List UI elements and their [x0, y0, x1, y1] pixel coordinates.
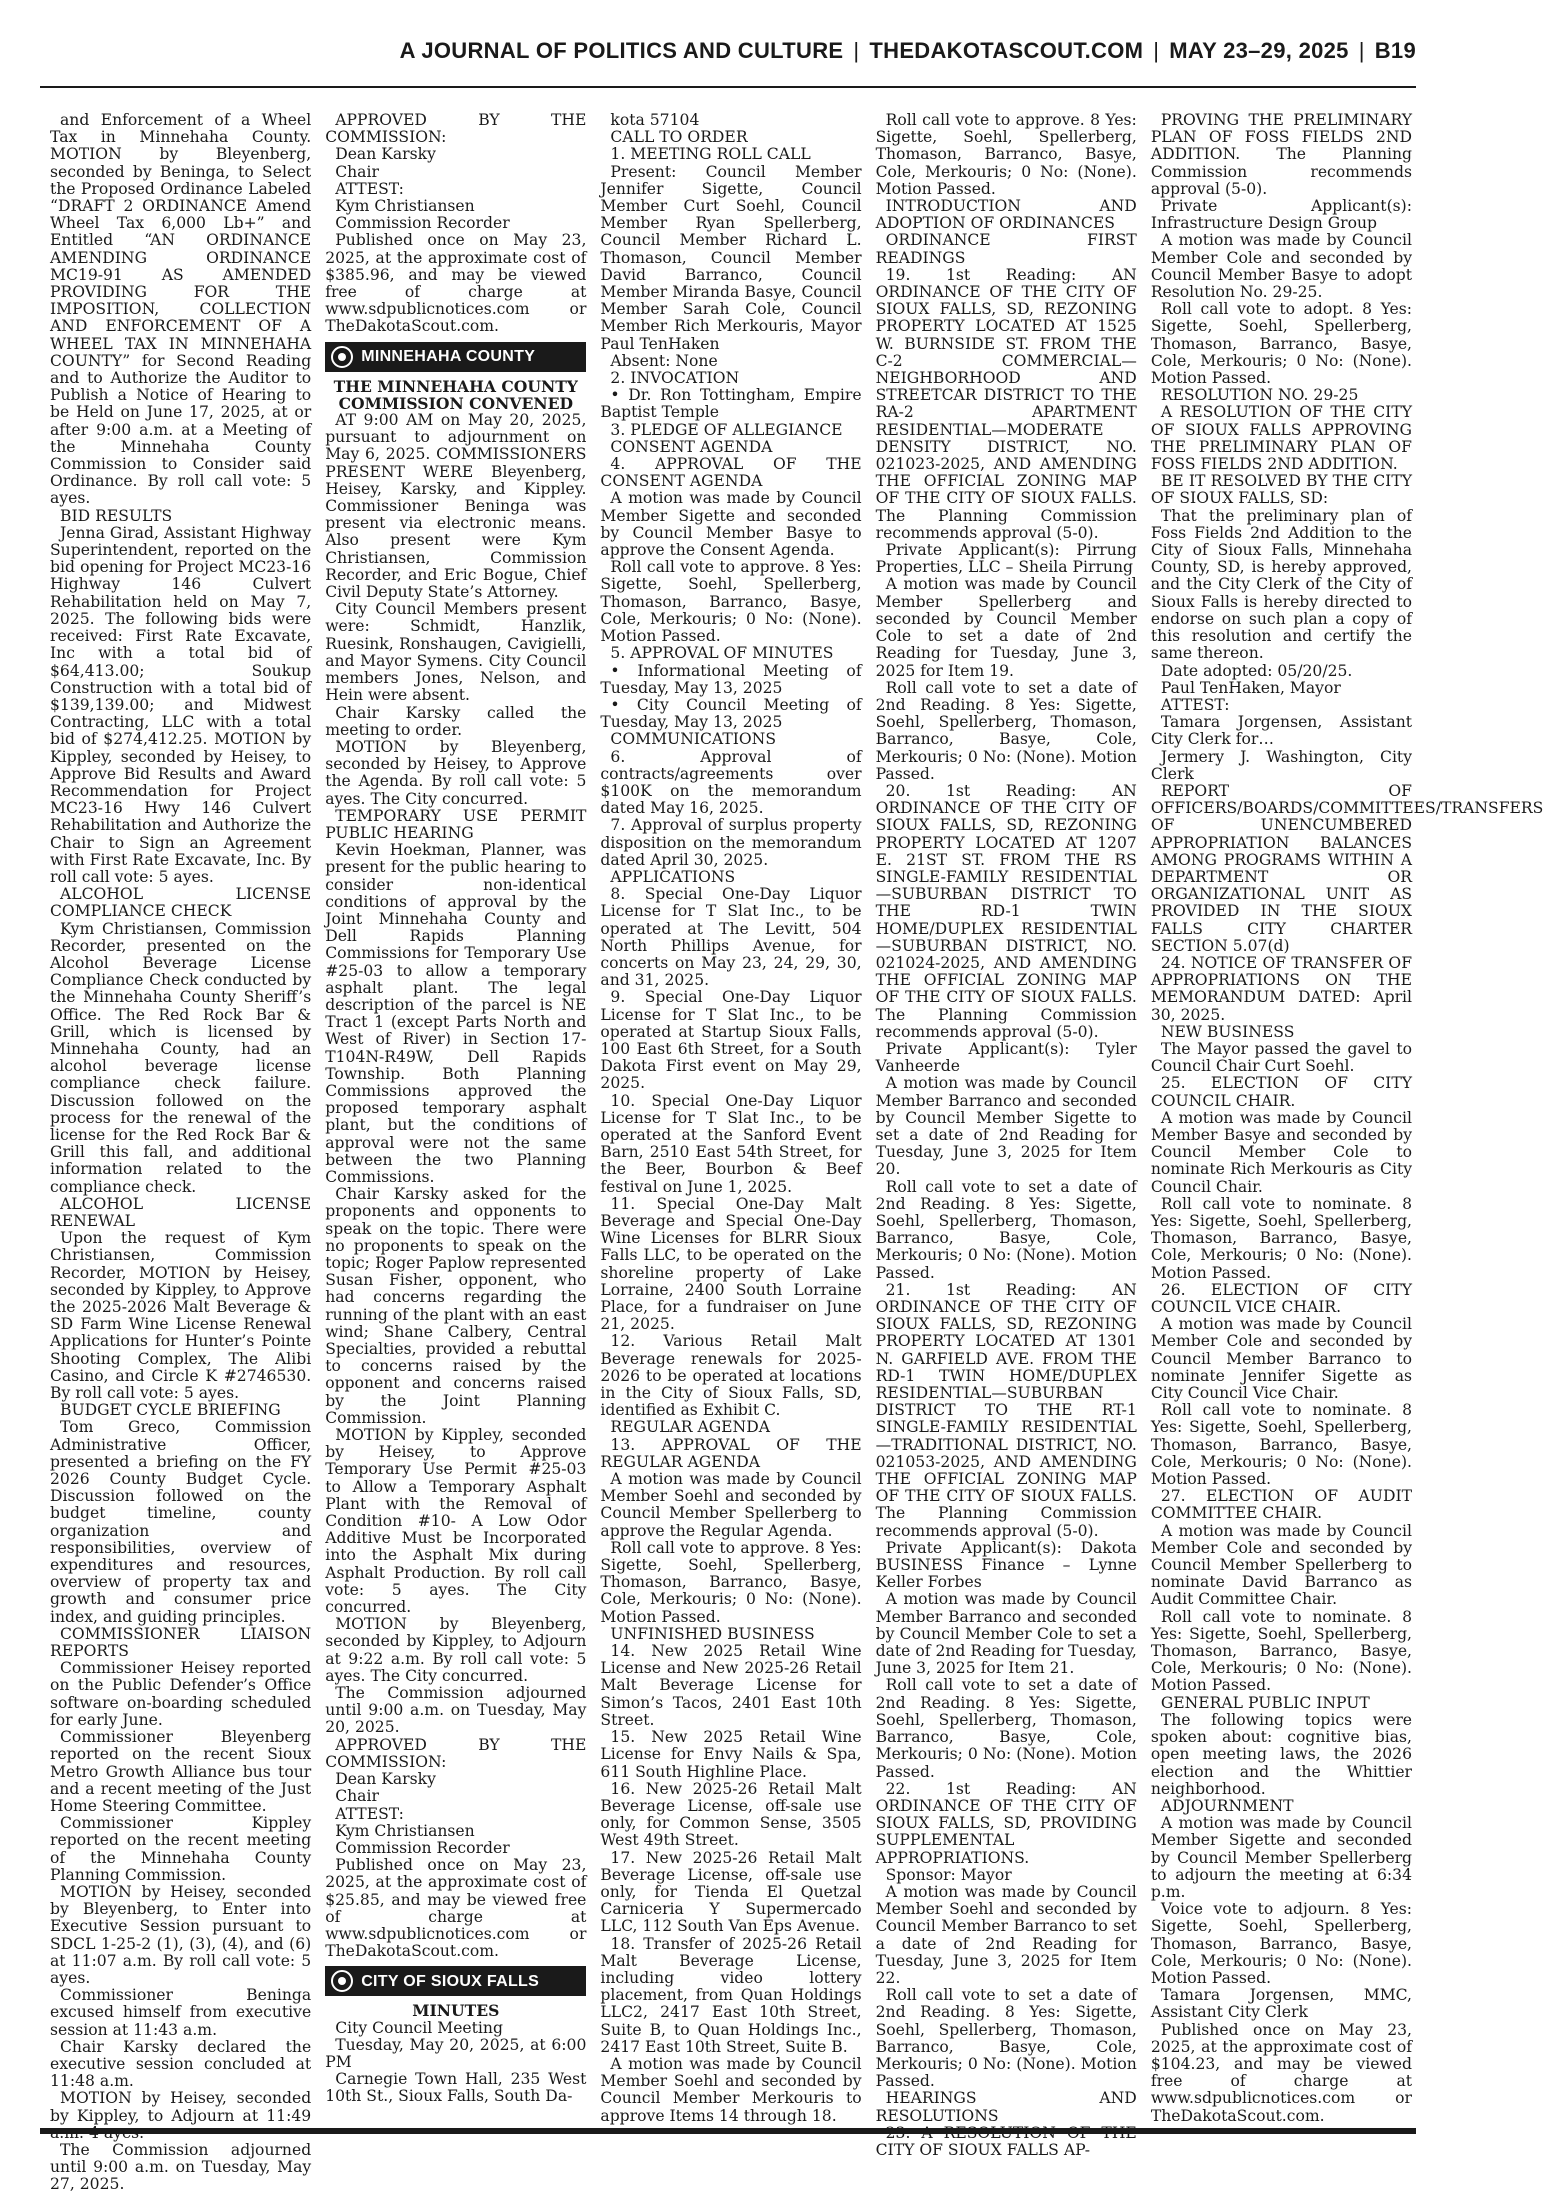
notice-paragraph: The Commission adjourned until 9:00 a.m. on Tuesday, May 27, 2025.: [50, 2140, 312, 2194]
page-header: [40, 38, 1416, 78]
notice-paragraph: Published once on May 23, 2025, at the approximate cost of $385.96, and may be viewed free of charge at www.sdpublicnotices.com or TheDakotaScout.com.: [325, 231, 587, 336]
notice-paragraph: Commissioner Beninga excused himself from executive session at 11:43 a.m.: [50, 1986, 312, 2039]
notice-paragraph: 26. ELECTION OF CITY COUNCIL VICE CHAIR.: [1150, 1280, 1413, 1317]
notice-paragraph: Chair: [335, 162, 379, 181]
notice-paragraph: MOTION by Heisey, seconded by Kippley, to Adjourn at 11:49 a.m. 4 ayes.: [50, 2089, 312, 2142]
notice-paragraph: A motion was made by Council Member Basye and seconded by Council Member Cole to nominate Rich Merkouris as City Council Chair.: [1150, 1108, 1413, 1196]
notice-paragraph: Private Applicant(s): Pirrung Properties, LLC – Sheila Pirrung: [875, 541, 1137, 577]
notice-paragraph: INTRODUCTION AND ADOPTION OF ORDINANCES: [875, 197, 1137, 233]
notice-paragraph: 15. New 2025 Retail Wine License for Envy Nails & Spa, 611 South Highline Place.: [600, 1728, 862, 1781]
notice-paragraph: Commissioner Bleyenberg reported on the recent Sioux Metro Growth Alliance bus tour and a recent meeting of the Just Home Steering Committee.: [50, 1728, 312, 1815]
notice-paragraph: Roll call vote to approve. 8 Yes: Sigette, Soehl, Spellerberg, Thomason, Barranco, Basye, Cole, Merkouris; 0 No: (None). Motion Passed.: [600, 1538, 862, 1626]
column-5: [1150, 111, 1543, 2125]
notice-paragraph: 9. Special One-Day Liquor License for T Slat Inc., to be operated at Startup Sioux Falls, 100 East 6th Street, for a South Dakota First event on May 29, 2025.: [600, 988, 862, 1093]
notice-paragraph: Private Applicant(s): Infrastructure Design Group: [1150, 197, 1413, 233]
notice-paragraph: ATTEST:: [335, 1804, 404, 1823]
notice-paragraph: RESOLUTION NO. 29-25: [1160, 386, 1359, 405]
notice-paragraph: Roll call vote to approve. 8 Yes: Sigette, Soehl, Spellerberg, Thomason, Barranco, Basye, Cole, Merkouris; 0 No: (None). Motion Passed.: [600, 558, 862, 646]
notice-paragraph: ADJOURNMENT: [1160, 1796, 1294, 1815]
notice-paragraph: 19. 1st Reading: AN ORDINANCE OF THE CITY OF SIOUX FALLS, SD, REZONING PROPERTY LOCATED AT 1525 W. BURNSIDE ST. FROM THE C-2 COMMERCIAL—NEIGHBORHOOD AND STREETCAR DISTRICT TO THE RA-2 APARTMENT RESIDENTIAL—MODERATE DENSITY DISTRICT, NO. 021023-2025, AND AMENDING THE OFFICIAL ZONING MAP OF THE CITY OF SIOUX FALLS. The Planning Commission recommends approval (5-0).: [875, 265, 1137, 542]
notice-paragraph: A motion was made by Council Member Sigette and seconded by Council Member Basye to approve the Consent Agenda.: [600, 489, 862, 560]
notice-paragraph: GENERAL PUBLIC INPUT: [1160, 1693, 1370, 1712]
notice-paragraph: Kevin Hoekman, Planner, was present for the public hearing to consider non-identical conditions of approval by the Joint Minnehaha County and Dell Rapids Planning Commissions for Temporary Use #25-03 to allow a temporary asphalt plant. The legal description of the parcel is NE Tract 1 (except Parts North and West of River) in Section 17-T104N-R49W, Dell Rapids Township. Both Planning Commissions approved the proposed temporary asphalt plant, but the conditions of approval were not the same between the two Planning Commissions.: [325, 841, 587, 1186]
notice-paragraph: A motion was made by Council Member Barranco and seconded by Council Member Cole to set a date of 2nd Reading for Tuesday, June 3, 2025 for Item 21.: [875, 1590, 1137, 1678]
notice-paragraph: 27. ELECTION OF AUDIT COMMITTEE CHAIR.: [1150, 1487, 1413, 1523]
notice-paragraph: 1. MEETING ROLL CALL: [610, 145, 811, 164]
notice-paragraph: Tom Greco, Commission Administrative Officer, presented a briefing on the FY 2026 County Budget Cycle. Discussion followed on the budget timeline, county organization and responsibilities, overview of expenditures and resources, overview of property tax and growth and consumer price index, and guiding principles.: [50, 1418, 312, 1626]
notice-paragraph: Dean Karsky: [335, 145, 436, 164]
notice-paragraph: kota 57104: [610, 111, 700, 129]
notice-paragraph: HEARINGS AND RESOLUTIONS: [875, 2089, 1137, 2125]
issue-date: MAY 23–29, 2025: [1169, 38, 1349, 63]
city-seal-icon: [331, 1970, 353, 1992]
notice-paragraph: Published once on May 23, 2025, at the approximate cost of $104.23, and may be viewed free of charge at www.sdpublicnotices.com or TheDakotaScout.com.: [1150, 2020, 1413, 2125]
notice-paragraph: Chair Karsky called the meeting to order.: [325, 703, 587, 739]
notice-paragraph: COMMISSIONER LIAISON REPORTS: [50, 1624, 312, 1661]
notice-paragraph: A motion was made by Council Member Barranco and seconded by Council Member Sigette to set a date of 2nd Reading for Tuesday, June 3, 2025 for Item 20.: [875, 1074, 1137, 1179]
notice-paragraph: Paul TenHaken, Mayor: [1160, 678, 1341, 697]
notice-paragraph: Jenna Girad, Assistant Highway Superintendent, reported on the bid opening for Project MC23-16 Highway 146 Culvert Rehabilitation held on May 7, 2025. The following bids were received: First Rate Excavate, Inc with a total bid of $64,413.00; Soukup Construction with a total bid of $139,139.00; and Midwest Contracting, LLC with a total bid of $274,412.25. MOTION by Kippley, seconded by Heisey, to Approve Bid Results and Award Recommendation for Project MC23-16 Hwy 146 Culvert Rehabilitation and Authorize the Chair to Sign an Agreement with First Rate Excavate, Inc. By roll call vote: 5 ayes.: [50, 523, 312, 886]
column-3: [600, 111, 862, 2125]
notice-paragraph: A motion was made by Council Member Spellerberg and seconded by Council Member Cole to set a date of 2nd Reading for Tuesday, June 3, 2025 for Item 19.: [875, 575, 1137, 680]
notice-paragraph: 24. NOTICE OF TRANSFER OF APPROPRIATIONS ON THE MEMORANDUM DATED: April 30, 2025.: [1150, 953, 1413, 1024]
notice-paragraph: The Commission adjourned until 9:00 a.m. on Tuesday, May 20, 2025.: [325, 1684, 587, 1737]
notice-paragraph: MOTION by Heisey, seconded by Bleyenberg, to Enter into Executive Session pursuant to SDCL 1-25-2 (1), (3), (4), and (6) at 11:07 a.m. By roll call vote: 5 ayes.: [50, 1882, 312, 1987]
notice-paragraph: AT 9:00 AM on May 20, 2025, pursuant to adjournment on May 6, 2025. COMMISSIONERS PRESENT WERE Bleyenberg, Heisey, Karsky, and Kippley. Commissioner Beninga was present via electronic means. Also present were Kym Christiansen, Commission Recorder, and Eric Bogue, Chief Civil Deputy State’s Attorney.: [325, 411, 587, 602]
notice-paragraph: • Informational Meeting of Tuesday, May 13, 2025: [600, 661, 862, 697]
notice-paragraph: Commissioner Heisey reported on the Public Defender’s Office software on-boarding scheduled for early June.: [50, 1659, 312, 1729]
notice-paragraph: A motion was made by Council Member Cole and seconded by Council Member Basye to adopt Resolution No. 29-25.: [1150, 231, 1413, 302]
notice-paragraph: Upon the request of Kym Christiansen, Commission Recorder, MOTION by Heisey, seconded by Kippley, to Approve the 2025-2026 Malt Beverage & SD Farm Wine License Renewal Applications for Hunter’s Pointe Shooting Complex, The Alibi Casino, and Circle K #2746530. By roll call vote: 5 ayes.: [50, 1229, 312, 1403]
notice-paragraph: Commission Recorder: [335, 214, 510, 233]
notice-paragraph: 11. Special One-Day Malt Beverage and Special One-Day Wine Licenses for BLRR Sioux Falls LLC, to be operated on the shoreline property of Lake Lorraine, 2400 South Lorraine Place, for a fundraiser on June 21, 2025.: [600, 1194, 862, 1334]
notice-paragraph: City Council Members present were: Schmidt, Hanzlik, Ruesink, Ronshaugen, Cavigielli, and Mayor Symens. City Council members Jones, Nelson, and Hein were absent.: [325, 600, 587, 705]
notice-paragraph: BUDGET CYCLE BRIEFING: [60, 1401, 281, 1420]
minutes-heading: MINUTES: [412, 2001, 500, 2021]
notice-paragraph: ATTEST:: [335, 179, 404, 198]
header-separator: |: [1358, 38, 1365, 63]
county-seal-icon: [331, 346, 353, 368]
banner-title: MINNEHAHA COUNTY: [361, 348, 536, 366]
notice-paragraph: BE IT RESOLVED BY THE CITY OF SIOUX FALLS, SD:: [1150, 472, 1413, 508]
commission-minutes: [325, 412, 586, 1960]
header-separator: |: [853, 38, 860, 63]
notice-paragraph: 12. Various Retail Malt Beverage renewals for 2025-2026 to be operated at locations in the City of Sioux Falls, SD, identified as Exhibit C.: [600, 1332, 862, 1420]
footer-rule: [40, 2128, 1416, 2134]
page-number: B19: [1374, 38, 1416, 63]
notice-paragraph: Chair: [335, 1787, 379, 1806]
notice-paragraph: Commission Recorder: [335, 1838, 510, 1857]
notice-paragraph: 13. APPROVAL OF THE REGULAR AGENDA: [600, 1435, 862, 1471]
legal-notices-columns: [50, 111, 1543, 2194]
notice-paragraph: Roll call vote to approve. 8 Yes: Sigette, Soehl, Spellerberg, Thomason, Barranco, Basye, Cole, Merkouris; 0 No: (None). Motion Passed.: [875, 111, 1137, 198]
notice-paragraph: A RESOLUTION OF THE CITY OF SIOUX FALLS APPROVING THE PRELIMINARY PLAN OF FOSS FIELDS 2ND ADDITION.: [1150, 403, 1413, 474]
notice-paragraph: APPROVED BY THE COMMISSION:: [325, 111, 587, 147]
notice-paragraph: Roll call vote to nominate. 8 Yes: Sigette, Soehl, Spellerberg, Thomason, Barranco, Basye, Cole, Merkouris; 0 No: (None). Motion Passed.: [1150, 1194, 1413, 1282]
notice-paragraph: Carnegie Town Hall, 235 West 10th St., Sioux Falls, South Da-: [325, 2070, 587, 2106]
notice-paragraph: Sponsor: Mayor: [885, 1865, 1012, 1884]
notice-paragraph: REPORT OF OFFICERS/BOARDS/COMMITTEES/TRANSFERS OF UNENCUMBERED APPROPRIATION BALANCES AMONG PROGRAMS WITHIN A DEPARTMENT OR ORGANIZATIONAL UNIT AS PROVIDED IN THE SIOUX FALLS CITY CHARTER SECTION 5.07(d): [1150, 781, 1543, 955]
notice-paragraph: MOTION by Bleyenberg, seconded by Kippley, to Adjourn at 9:22 a.m. By roll call vote: 5 ayes. The City concurred.: [325, 1615, 587, 1685]
banner-title: CITY OF SIOUX FALLS: [361, 1972, 540, 1990]
notice-paragraph: 25. ELECTION OF CITY COUNCIL CHAIR.: [1150, 1074, 1413, 1110]
notice-paragraph: PROVING THE PRELIMINARY PLAN OF FOSS FIELDS 2ND ADDITION. The Planning Commission recommends approval (5-0).: [1150, 111, 1413, 198]
notice-paragraph: A motion was made by Council Member Soehl and seconded by Council Member Barranco to set a date of 2nd Reading for Tuesday, June 3, 2025 for Item 22.: [875, 1882, 1137, 1987]
notice-paragraph: Commissioner Kippley reported on the recent meeting of the Minnehaha County Planning Commission.: [50, 1814, 312, 1884]
header-rule: [40, 86, 1416, 88]
notice-paragraph: and Enforcement of a Wheel Tax in Minnehaha County. MOTION by Bleyenberg, seconded by Beninga, to Select the Proposed Ordinance Labeled “DRAFT 2 ORDINANCE Amend Wheel Tax 6,000 Lb+” and Entitled “AN ORDINANCE AMENDING ORDINANCE MC19-91 AS AMENDED PROVIDING FOR THE IMPOSITION, COLLECTION AND ENFORCEMENT OF A WHEEL TAX IN MINNEHAHA COUNTY” for Second Reading and to Authorize the Auditor to Publish a Notice of Hearing to be Held on June 17, 2025, at or after 9:00 a.m. at a Meeting of the Minnehaha County Commission to Consider said Ordinance. By roll call vote: 5 ayes.: [50, 111, 312, 508]
notice-paragraph: 3. PLEDGE OF ALLEGIANCE: [610, 420, 843, 439]
notice-paragraph: 10. Special One-Day Liquor License for T Slat Inc., to be operated at the Sanford Event Barn, 2510 East 54th Street, for the Beer, Bourbon & Beef festival on June 1, 2025.: [600, 1091, 862, 1196]
wheel-tax-notice-signature: [325, 112, 586, 336]
site-name: THEDAKOTASCOUT.COM: [869, 38, 1144, 63]
header-separator: |: [1153, 38, 1160, 63]
notice-paragraph: REGULAR AGENDA: [610, 1418, 770, 1437]
notice-paragraph: ALCOHOL LICENSE COMPLIANCE CHECK: [50, 885, 312, 921]
notice-paragraph: ALCOHOL LICENSE RENEWAL: [50, 1194, 312, 1230]
notice-paragraph: NEW BUSINESS: [1160, 1022, 1295, 1041]
notice-paragraph: 8. Special One-Day Liquor License for T Slat Inc., to be operated at The Levitt, 504 North Phillips Avenue, for concerts on May 23, 24, 29, 30, and 31, 2025.: [600, 885, 862, 990]
notice-paragraph: Kym Christiansen: [335, 197, 475, 216]
notice-paragraph: 23. A RESOLUTION OF THE CITY OF SIOUX FALLS AP-: [875, 2123, 1137, 2159]
minnehaha-county-banner: [325, 342, 586, 372]
notice-paragraph: Private Applicant(s): Tyler Vanheerde: [875, 1039, 1137, 1076]
notice-paragraph: Private Applicant(s): Dakota BUSINESS Finance – Lynne Keller Forbes: [875, 1538, 1137, 1592]
notice-paragraph: 16. New 2025-26 Retail Malt Beverage License, off-sale use only, for Common Sense, 3505 West 49th Street.: [600, 1779, 862, 1850]
notice-paragraph: Roll call vote to set a date of 2nd Reading. 8 Yes: Sigette, Soehl, Spellerberg, Thomason, Barranco, Basye, Cole, Merkouris; 0 No: (None). Motion Passed.: [875, 1986, 1137, 2091]
notice-paragraph: 17. New 2025-26 Retail Malt Beverage License, off-sale use only, for Tienda El Quetzal Carniceria Y Supermercado LLC, 112 South Van Eps Avenue.: [600, 1848, 862, 1936]
notice-paragraph: A motion was made by Council Member Cole and seconded by Council Member Spellerberg to nominate David Barranco as Audit Committee Chair.: [1150, 1521, 1413, 1609]
notice-paragraph: Jermery J. Washington, City Clerk: [1150, 747, 1413, 783]
notice-paragraph: Kym Christiansen: [335, 1821, 475, 1840]
notice-paragraph: Published once on May 23, 2025, at the approximate cost of $25.85, and may be viewed free of charge at www.sdpublicnotices.com or TheDakotaScout.com.: [325, 1856, 587, 1961]
notice-paragraph: 6. Approval of contracts/agreements over $100K on the memorandum dated May 16, 2025.: [600, 747, 862, 818]
notice-paragraph: CONSENT AGENDA: [610, 437, 773, 456]
notice-paragraph: 4. APPROVAL OF THE CONSENT AGENDA: [600, 455, 862, 491]
notice-paragraph: CALL TO ORDER: [610, 128, 748, 147]
notice-paragraph: Roll call vote to set a date of 2nd Reading. 8 Yes: Sigette, Soehl, Spellerberg, Thomason, Barranco, Basye, Cole, Merkouris; 0 No: (None). Motion Passed.: [875, 678, 1137, 783]
notice-paragraph: Kym Christiansen, Commission Recorder, presented on the Alcohol Beverage License Compliance Check conducted by the Minnehaha County Sheriff’s Office. The Red Rock Bar & Grill, which is licensed by Minnehaha County, had an alcohol beverage license compliance check failure. Discussion followed on the process for the renewal of the license for the Red Rock Bar & Grill this fall, and additional information related to the compliance check.: [50, 919, 312, 1196]
notice-paragraph: Dean Karsky: [335, 1770, 436, 1789]
notice-paragraph: 14. New 2025 Retail Wine License and New 2025-26 Retail Malt Beverage License for Simon’s Tacos, 2401 East 10th Street.: [600, 1642, 862, 1729]
notice-paragraph: Roll call vote to nominate. 8 Yes: Sigette, Soehl, Spellerberg, Thomason, Barranco, Basye, Cole, Merkouris; 0 No: (None). Motion Passed.: [1150, 1607, 1413, 1695]
column-4: [875, 111, 1137, 2159]
notice-paragraph: TEMPORARY USE PERMIT PUBLIC HEARING: [325, 806, 587, 842]
notice-paragraph: A motion was made by Council Member Sigette and seconded by Council Member Spellerberg to adjourn the meeting at 6:34 p.m.: [1150, 1814, 1413, 1901]
notice-paragraph: That the preliminary plan of Foss Fields 2nd Addition to the City of Sioux Falls, Minnehaha County, SD, is hereby approved, and the City Clerk of the City of Sioux Falls is hereby directed to endorse on such plan a copy of this resolution and certify the same thereon.: [1150, 506, 1413, 663]
notice-paragraph: 20. 1st Reading: AN ORDINANCE OF THE CITY OF SIOUX FALLS, SD, REZONING PROPERTY LOCATED AT 1207 E. 21ST ST. FROM THE RS SINGLE-FAMILY RESIDENTIAL—SUBURBAN DISTRICT TO THE RD-1 TWIN HOME/DUPLEX RESIDENTIAL—SUBURBAN DISTRICT, NO. 021024-2025, AND AMENDING THE OFFICIAL ZONING MAP OF THE CITY OF SIOUX FALLS. The Planning Commission recommends approval (5-0).: [875, 781, 1137, 1041]
notice-paragraph: Roll call vote to set a date of 2nd Reading. 8 Yes: Sigette, Soehl, Spellerberg, Thomason, Barranco, Basye, Cole, Merkouris; 0 No: (None). Motion Passed.: [875, 1177, 1137, 1282]
notice-paragraph: Roll call vote to adopt. 8 Yes: Sigette, Soehl, Spellerberg, Thomason, Barranco, Basye, Cole, Merkouris; 0 No: (None). Motion Passed.: [1150, 300, 1413, 388]
notice-paragraph: Chair Karsky asked for the proponents and opponents to speak on the topic. There were no proponents to speak on the topic; Roger Paplow represented Susan Fisher, opponent, who had concerns regarding the running of the plant with an east wind; Shane Calbery, Central Specialties, provided a rebuttal to concerns raised by the opponent and concerns raised by the Joint Planning Commission.: [325, 1185, 587, 1427]
notice-paragraph: Chair Karsky declared the executive session concluded at 11:48 a.m.: [50, 2037, 312, 2091]
notice-paragraph: COMMUNICATIONS: [610, 730, 777, 749]
notice-paragraph: ATTEST:: [1160, 695, 1230, 714]
notice-paragraph: Absent: None: [610, 351, 718, 370]
notice-paragraph: ORDINANCE FIRST READINGS: [875, 231, 1137, 267]
notice-paragraph: Tamara Jorgensen, Assistant City Clerk for…: [1150, 713, 1413, 749]
notice-paragraph: 7. Approval of surplus property disposition on the memorandum dated April 30, 2025.: [600, 816, 862, 869]
column-1: [50, 111, 312, 2194]
commission-heading: THE MINNEHAHA COUNTY COMMISSION CONVENED: [333, 376, 578, 413]
notice-paragraph: 21. 1st Reading: AN ORDINANCE OF THE CITY OF SIOUX FALLS, SD, REZONING PROPERTY LOCATED AT 1301 N. GARFIELD AVE. FROM THE RD-1 TWIN HOME/DUPLEX RESIDENTIAL—SUBURBAN DISTRICT TO THE RT-1 SINGLE-FAMILY RESIDENTIAL—TRADITIONAL DISTRICT, NO. 021053-2025, AND AMENDING THE OFFICIAL ZONING MAP OF THE CITY OF SIOUX FALLS. The Planning Commission recommends approval (5-0).: [875, 1280, 1137, 1540]
notice-paragraph: Date adopted: 05/20/25.: [1160, 661, 1353, 680]
notice-paragraph: Present: Council Member Jennifer Sigette, Council Member Curt Soehl, Council Member Ryan Spellerberg, Council Member Richard L. Thomason, Council Member David Barranco, Council Member Miranda Basye, Council Member Sarah Cole, Council Member Rich Merkouris, Mayor Paul TenHaken: [600, 162, 862, 353]
notice-paragraph: MOTION by Kippley, seconded by Heisey, to Approve Temporary Use Permit #25-03 to Allow a Temporary Asphalt Plant with the Removal of Condition #10- A Low Odor Additive Must be Incorporated into the Asphalt Mix during Asphalt Production. By roll call vote: 5 ayes. The City concurred.: [325, 1426, 587, 1617]
notice-paragraph: 5. APPROVAL OF MINUTES: [610, 644, 834, 663]
column-2: [325, 112, 586, 2117]
notice-paragraph: Tamara Jorgensen, MMC, Assistant City Clerk: [1150, 1986, 1413, 2022]
notice-paragraph: BID RESULTS: [60, 506, 173, 525]
notice-paragraph: Roll call vote to nominate. 8 Yes: Sigette, Soehl, Spellerberg, Thomason, Barranco, Basye, Cole, Merkouris; 0 No: (None). Motion Passed.: [1150, 1401, 1413, 1489]
journal-tagline: A JOURNAL OF POLITICS AND CULTURE: [399, 38, 844, 63]
notice-paragraph: APPLICATIONS: [610, 867, 736, 886]
city-council-meeting-info: [325, 2020, 586, 2106]
notice-paragraph: Tuesday, May 20, 2025, at 6:00 PM: [325, 2035, 587, 2071]
notice-paragraph: UNFINISHED BUSINESS: [610, 1624, 815, 1643]
notice-paragraph: MOTION by Bleyenberg, seconded by Heisey, to Approve the Agenda. By roll call vote: 5 ayes. The City concurred.: [325, 737, 587, 808]
notice-paragraph: • City Council Meeting of Tuesday, May 13, 2025: [600, 695, 862, 732]
notice-paragraph: 2. INVOCATION: [610, 369, 740, 388]
notice-paragraph: The following topics were spoken about: cognitive bias, open meeting laws, the 2026 election and the Whittier neighborhood.: [1150, 1710, 1413, 1798]
notice-paragraph: City Council Meeting: [335, 2018, 503, 2037]
notice-paragraph: Voice vote to adjourn. 8 Yes: Sigette, Soehl, Spellerberg, Thomason, Barranco, Basye, Cole, Merkouris; 0 No: (None). Motion Passed.: [1150, 1900, 1413, 1987]
notice-paragraph: • Dr. Ron Tottingham, Empire Baptist Temple: [600, 386, 862, 422]
notice-paragraph: A motion was made by Council Member Soehl and seconded by Council Member Merkouris to approve Items 14 through 18.: [600, 2054, 862, 2125]
city-of-sioux-falls-banner: [325, 1966, 586, 1996]
notice-paragraph: A motion was made by Council Member Cole and seconded by Council Member Barranco to nominate Jennifer Sigette as City Council Vice Chair.: [1150, 1315, 1413, 1403]
notice-paragraph: Roll call vote to set a date of 2nd Reading. 8 Yes: Sigette, Soehl, Spellerberg, Thomason, Barranco, Basye, Cole, Merkouris; 0 No: (None). Motion Passed.: [875, 1676, 1137, 1781]
notice-paragraph: The Mayor passed the gavel to Council Chair Curt Soehl.: [1150, 1039, 1413, 1076]
notice-paragraph: 18. Transfer of 2025-26 Retail Malt Beverage License, including video lottery placement, from Quan Holdings LLC2, 2417 East 10th Street, Suite B, to Quan Holdings Inc., 2417 East 10th Street, Suite B.: [600, 1934, 862, 2056]
notice-paragraph: APPROVED BY THE COMMISSION:: [325, 1735, 587, 1771]
notice-paragraph: A motion was made by Council Member Soehl and seconded by Council Member Spellerberg to approve the Regular Agenda.: [600, 1470, 862, 1540]
notice-paragraph: 22. 1st Reading: AN ORDINANCE OF THE CITY OF SIOUX FALLS, SD, PROVIDING SUPPLEMENTAL APPROPRIATIONS.: [875, 1779, 1137, 1867]
